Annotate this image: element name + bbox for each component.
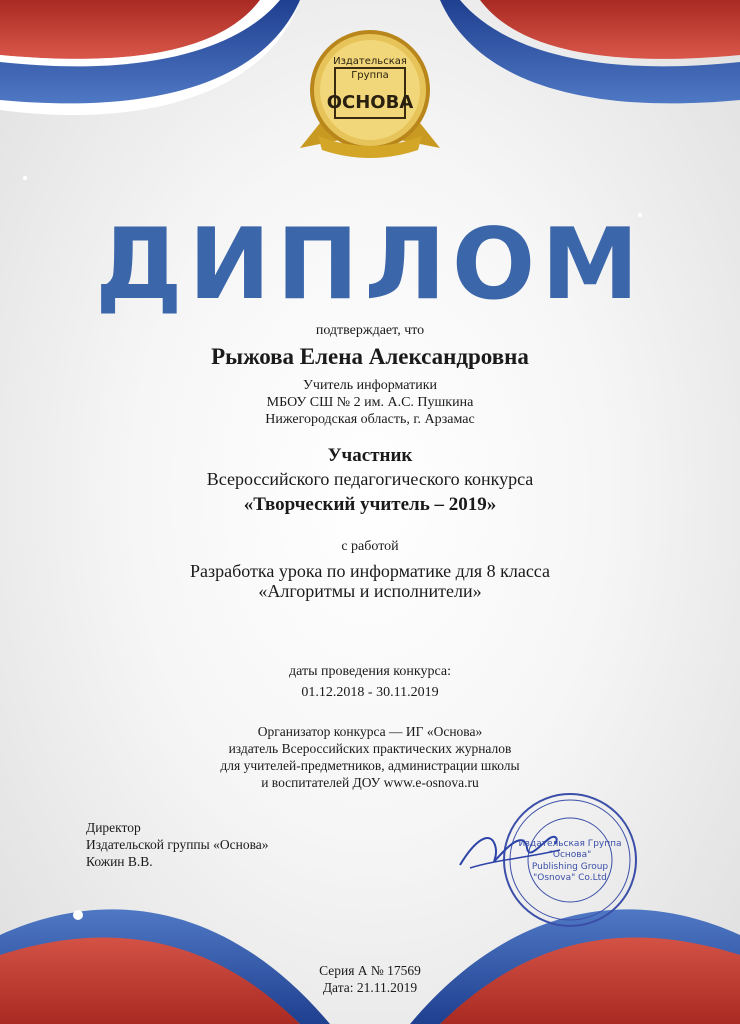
with-work-text: с работой (341, 539, 399, 554)
organizer-line3: для учителей-предметников, администрации школы (220, 758, 520, 773)
footer (0, 962, 740, 996)
organizer-line2: издатель Всероссийских практических журналов (228, 741, 512, 756)
director-title: Директор (86, 820, 141, 835)
recipient-position: Учитель информатики (302, 378, 437, 393)
status-label: Участник (327, 445, 413, 466)
recipient-location: Нижегородская область, г. Арзамас (265, 412, 475, 427)
confirms-text: подтверждает, что (315, 323, 425, 338)
recipient-school: МБОУ СШ № 2 им. А.С. Пушкина (266, 395, 474, 410)
dates-label: даты проведения конкурса: (289, 664, 451, 679)
contest-name: «Творческий учитель – 2019» (243, 494, 497, 515)
work-title-line2: «Алгоритмы и исполнители» (258, 581, 482, 601)
contest-type: Всероссийского педагогического конкурса (206, 469, 534, 489)
logo-text-1: Издательская (333, 56, 407, 67)
director-block (86, 819, 269, 870)
diploma-title: ДИПЛОМ (95, 208, 645, 322)
director-org: Издательской группы «Основа» (86, 837, 269, 852)
recipient-name: Рыжова Елена Александровна (211, 344, 529, 369)
stamp-text-4: "Osnova" Co.Ltd (533, 873, 607, 883)
series-number: Серия А № 17569 (319, 963, 421, 978)
publisher-logo (300, 28, 440, 158)
stamp-text-3: Publishing Group (531, 862, 609, 872)
organizer-line4: и воспитателей ДОУ www.e-osnova.ru (261, 775, 479, 790)
stamp-text-1: Издательская Группа (518, 839, 622, 849)
logo-text-3: ОСНОВА (326, 92, 414, 113)
director-name: Кожин В.В. (86, 854, 153, 869)
logo-text-2: Группа (351, 70, 389, 81)
issue-date: Дата: 21.11.2019 (322, 980, 418, 995)
dates-range: 01.12.2018 - 30.11.2019 (301, 685, 439, 700)
organizer-line1: Организатор конкурса — ИГ «Основа» (257, 724, 483, 739)
work-title-line1: Разработка урока по информатике для 8 класса (190, 561, 550, 581)
director-signature (455, 820, 565, 880)
stamp-text-2: "Основа" (548, 850, 592, 860)
